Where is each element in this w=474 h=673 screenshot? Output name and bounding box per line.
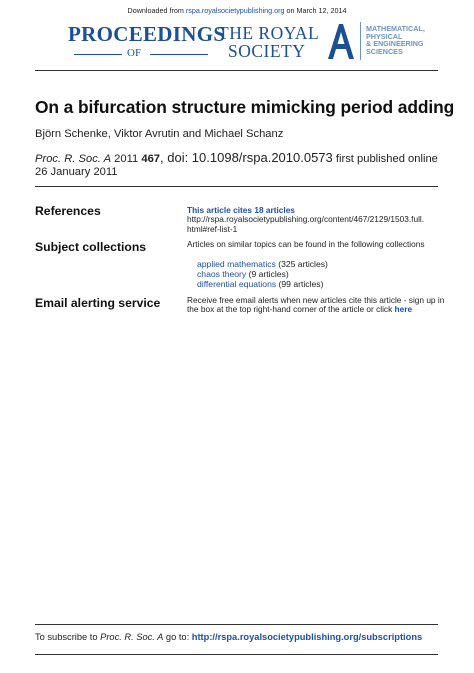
logo-proceedings: PROCEEDINGS <box>68 22 226 46</box>
email-line-text: the box at the top right-hand corner of the article or click <box>187 304 395 315</box>
logo-society: SOCIETY <box>228 41 306 61</box>
download-prefix: Downloaded from <box>127 6 186 15</box>
download-site-link[interactable]: rspa.royalsocietypublishing.org <box>185 6 285 15</box>
email-here-link[interactable]: here <box>394 304 413 315</box>
references-heading: References <box>35 204 101 218</box>
download-suffix: on March 12, 2014 <box>284 6 347 15</box>
article-citation <box>35 151 445 179</box>
citation-volume: 467 <box>141 153 161 165</box>
list-item <box>197 280 328 290</box>
logo-side-line: SCIENCES <box>366 46 403 56</box>
logo-of-row <box>68 47 211 61</box>
logo-the-royal: THE ROYAL <box>218 23 320 43</box>
logo-side-line: PHYSICAL <box>366 31 403 41</box>
citation-journal: Proc. R. Soc. A <box>35 153 112 165</box>
article-authors: Björn Schenke, Viktor Avrutin and Michael Schanz <box>35 128 284 140</box>
divider-top <box>35 70 438 71</box>
subscribe-prefix: To subscribe to <box>35 632 101 642</box>
subscribe-link[interactable]: http://rspa.royalsocietypublishing.org/subscriptions <box>191 632 423 642</box>
references-url-line: html#ref-list-1 <box>187 223 238 234</box>
subscribe-middle: go to: <box>163 632 192 642</box>
subject-count: (99 articles) <box>276 278 324 289</box>
references-body <box>187 206 457 234</box>
journal-logo <box>68 22 448 62</box>
subject-link[interactable]: differential equations <box>197 278 277 289</box>
divider-footer-bottom <box>35 654 438 655</box>
logo-side-text <box>366 25 425 55</box>
email-body <box>187 296 457 315</box>
citation-line-1 <box>35 151 445 166</box>
citation-date: 26 January 2011 <box>35 166 118 178</box>
subject-link[interactable]: applied mathematics <box>197 259 276 269</box>
logo-rule-left <box>74 54 122 55</box>
citation-published: first published online <box>332 153 438 165</box>
subject-count: (9 articles) <box>246 268 289 279</box>
references-url-line: http://rspa.royalsocietypublishing.org/content/467/2129/1503.full. <box>187 214 425 225</box>
logo-a-emblem-icon <box>326 22 356 60</box>
email-line: Receive free email alerts when new articles cite this article - sign up in <box>187 295 445 305</box>
citation-year: 2011 <box>114 153 139 165</box>
email-heading: Email alerting service <box>35 296 161 310</box>
logo-divider <box>360 22 361 60</box>
logo-side-line: MATHEMATICAL, <box>366 24 425 33</box>
subscribe-journal: Proc. R. Soc. A <box>100 632 164 642</box>
subjects-list <box>197 260 328 289</box>
logo-rule-right <box>150 54 208 55</box>
subscribe-notice <box>35 632 422 642</box>
logo-side-line: & ENGINEERING <box>366 39 424 49</box>
article-title: On a bifurcation structure mimicking period adding <box>35 97 455 117</box>
subjects-heading: Subject collections <box>35 240 147 254</box>
divider-footer-top <box>35 624 438 625</box>
subject-count: (325 articles) <box>275 259 328 269</box>
email-line-2 <box>187 305 457 314</box>
citation-doi: , doi: 10.1098/rspa.2010.0573 <box>160 150 333 165</box>
download-notice <box>0 6 474 15</box>
references-cites-link[interactable]: This article cites 18 articles <box>187 205 295 215</box>
subject-link[interactable]: chaos theory <box>197 268 247 279</box>
logo-of: OF <box>127 47 142 59</box>
subjects-intro: Articles on similar topics can be found in the following collections <box>187 239 425 249</box>
divider-mid <box>35 186 438 187</box>
